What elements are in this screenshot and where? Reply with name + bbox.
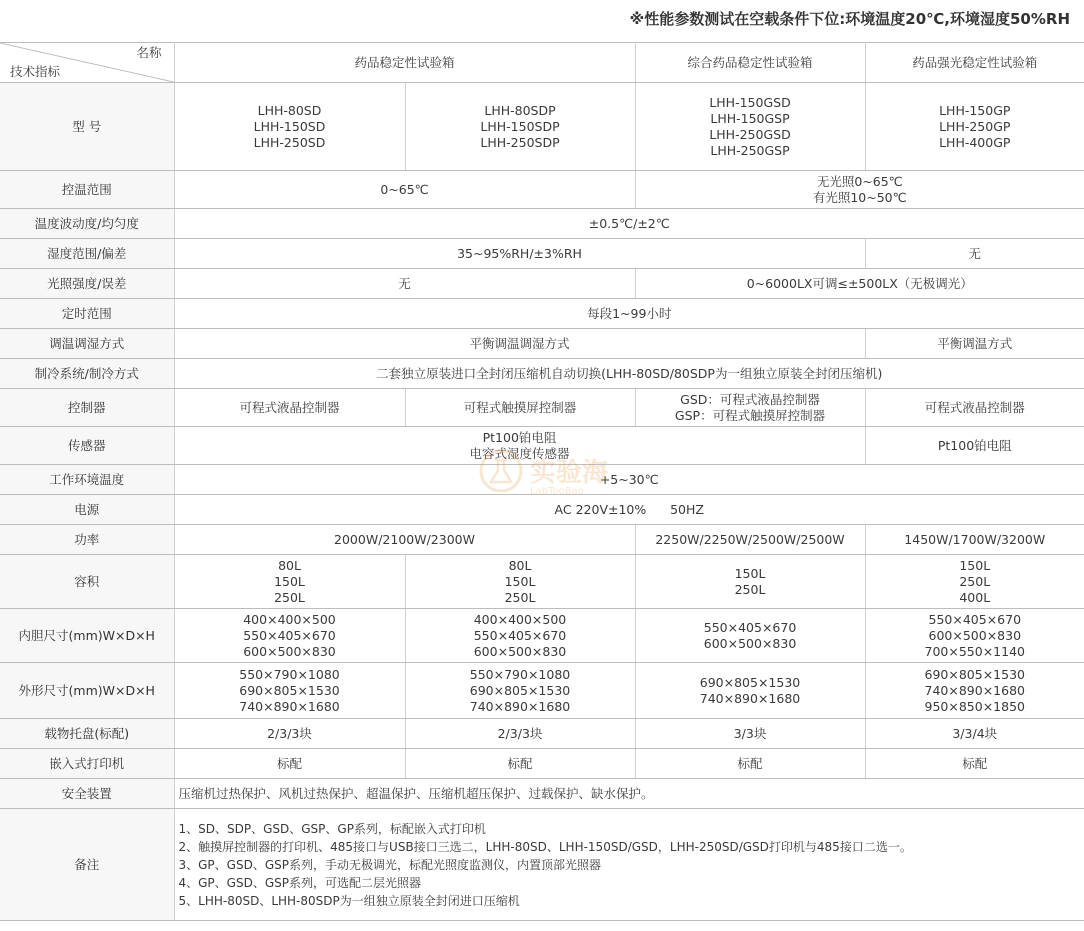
text-line: LHH-400GP (939, 134, 1011, 150)
text-line: 600×500×830 (928, 627, 1022, 643)
row-label: 嵌入式打印机 (0, 749, 174, 779)
text-line: 690×805×1530 (924, 666, 1025, 682)
row-label: 湿度范围/偏差 (0, 239, 174, 269)
row-safety (0, 779, 1084, 809)
power-cell-b: 2250W/2250W/2500W/2500W (635, 525, 865, 555)
text-line: 950×850×1850 (924, 698, 1025, 714)
corner-name-label: 名称 (136, 45, 162, 60)
power-cell-c: 1450W/1700W/3200W (865, 525, 1084, 555)
flask-icon (478, 448, 524, 494)
model-cell-4 (865, 83, 1084, 171)
text-line: LHH-250SDP (480, 134, 560, 150)
column-header-group1: 药品稳定性试验箱 (174, 43, 635, 83)
watermark-subtext: LabTooBao (530, 486, 584, 497)
text-line: 电容式湿度传感器 (469, 445, 570, 461)
text-line: LHH-150SDP (480, 118, 560, 134)
text-line: 740×890×1680 (239, 698, 340, 714)
corner-cell (0, 43, 174, 83)
printer-cell-1: 标配 (174, 749, 405, 779)
text-line: 250L (274, 589, 305, 605)
inner-cell-4 (865, 609, 1084, 663)
remark-line: 1、SD、SDP、GSD、GSP、GP系列，标配嵌入式打印机 (178, 821, 486, 836)
text-line: LHH-250SD (253, 134, 326, 150)
model-cell-3 (635, 83, 865, 171)
text-line: 80L (508, 557, 532, 573)
row-label: 传感器 (0, 427, 174, 465)
remarks-cell (174, 809, 1084, 921)
column-header-group2: 综合药品稳定性试验箱 (635, 43, 865, 83)
control-mode-cell-a: 平衡调温调湿方式 (174, 329, 865, 359)
sensor-cell-b: Pt100铂电阻 (865, 427, 1084, 465)
power-supply-cell: AC 220V±10% 50HZ (174, 495, 1084, 525)
inner-cell-2 (405, 609, 635, 663)
text-line: 550×405×670 (703, 619, 797, 635)
text-line: LHH-150SD (253, 118, 326, 134)
text-line: 600×500×830 (473, 643, 567, 659)
text-line: 740×890×1680 (924, 682, 1025, 698)
text-line: GSP：可程式触摸屏控制器 (674, 407, 826, 423)
text-line: 有光照10~50℃ (812, 189, 907, 205)
outer-cell-4 (865, 663, 1084, 719)
text-line: 400L (959, 589, 991, 605)
test-condition-note: ※性能参数测试在空载条件下位:环境温度20℃,环境湿度50%RH (629, 10, 1070, 28)
text-line: 600×500×830 (243, 643, 336, 659)
text-line: 550×790×1080 (239, 666, 340, 682)
text-line: 无光照0~65℃ (816, 173, 903, 189)
row-label: 控温范围 (0, 171, 174, 209)
row-label: 外形尺寸(mm)W×D×H (0, 663, 174, 719)
remark-line: 5、LHH-80SD、LHH-80SDP为一组独立原装全封闭进口压缩机 (178, 893, 520, 908)
row-label: 定时范围 (0, 299, 174, 329)
row-label: 电源 (0, 495, 174, 525)
inner-cell-3 (635, 609, 865, 663)
text-line: 250L (734, 581, 766, 597)
row-label: 型 号 (0, 83, 174, 171)
text-line: 150L (504, 573, 536, 589)
row-control-mode (0, 329, 1084, 359)
row-power (0, 525, 1084, 555)
row-label: 容积 (0, 555, 174, 609)
volume-cell-4 (865, 555, 1084, 609)
text-line: LHH-150GSP (710, 110, 790, 126)
temp-range-cell-b (635, 171, 1084, 209)
row-label: 内胆尺寸(mm)W×D×H (0, 609, 174, 663)
text-line: LHH-80SD (257, 102, 322, 118)
text-line: 740×890×1680 (699, 690, 801, 706)
watermark-text: 实验海 (530, 458, 609, 488)
text-line: 400×400×500 (243, 611, 336, 627)
light-cell-a: 无 (174, 269, 635, 299)
row-refrigeration (0, 359, 1084, 389)
text-line: LHH-250GP (939, 118, 1011, 134)
text-line: 550×405×670 (928, 611, 1022, 627)
humidity-cell-b: 无 (865, 239, 1084, 269)
row-label: 调温调湿方式 (0, 329, 174, 359)
row-label: 备注 (0, 809, 174, 921)
text-line: LHH-250GSD (709, 126, 791, 142)
volume-cell-3 (635, 555, 865, 609)
row-label: 光照强度/误差 (0, 269, 174, 299)
row-temp-range (0, 171, 1084, 209)
safety-cell: 压缩机过热保护、风机过热保护、超温保护、压缩机超压保护、过载保护、缺水保护。 (174, 779, 1084, 809)
row-label: 安全装置 (0, 779, 174, 809)
timer-cell: 每段1~99小时 (174, 299, 1084, 329)
text-line: LHH-80SDP (484, 102, 556, 118)
outer-cell-2 (405, 663, 635, 719)
watermark-logo (478, 448, 628, 512)
row-temp-fluct (0, 209, 1084, 239)
model-cell-1 (174, 83, 405, 171)
row-label: 制冷系统/制冷方式 (0, 359, 174, 389)
inner-cell-1 (174, 609, 405, 663)
text-line: 150L (274, 573, 305, 589)
row-label: 工作环境温度 (0, 465, 174, 495)
corner-tech-label: 技术指标 (10, 64, 61, 79)
row-inner-dims (0, 609, 1084, 663)
row-label: 功率 (0, 525, 174, 555)
text-line: 550×405×670 (473, 627, 567, 643)
outer-cell-1 (174, 663, 405, 719)
row-controller (0, 389, 1084, 427)
text-line: 550×790×1080 (469, 666, 571, 682)
text-line: 400×400×500 (473, 611, 567, 627)
temp-fluct-cell: ±0.5℃/±2℃ (174, 209, 1084, 239)
row-trays (0, 719, 1084, 749)
text-line: 150L (959, 557, 991, 573)
trays-cell-3: 3/3块 (635, 719, 865, 749)
row-volume (0, 555, 1084, 609)
printer-cell-3: 标配 (635, 749, 865, 779)
text-line: 150L (734, 565, 766, 581)
trays-cell-1: 2/3/3块 (174, 719, 405, 749)
row-light (0, 269, 1084, 299)
humidity-cell-a: 35~95%RH/±3%RH (174, 239, 865, 269)
remark-line: 4、GP、GSD、GSP系列，可选配二层光照器 (178, 875, 421, 890)
row-remarks (0, 809, 1084, 921)
temp-range-cell-a: 0~65℃ (174, 171, 635, 209)
remark-line: 3、GP、GSD、GSP系列，手动无极调光，标配光照度监测仪，内置顶部光照器 (178, 857, 601, 872)
text-line: 250L (959, 573, 991, 589)
volume-cell-2 (405, 555, 635, 609)
outer-cell-3 (635, 663, 865, 719)
text-line: Pt100铂电阻 (482, 429, 557, 445)
text-line: LHH-250GSP (710, 142, 790, 158)
text-line: 690×805×1530 (469, 682, 571, 698)
refrigeration-cell: 二套独立原装进口全封闭压缩机自动切换(LHH-80SD/80SDP为一组独立原装全封闭压缩机) (174, 359, 1084, 389)
trays-cell-2: 2/3/3块 (405, 719, 635, 749)
row-printer (0, 749, 1084, 779)
text-line: GSD：可程式液晶控制器 (680, 391, 820, 407)
control-mode-cell-b: 平衡调温方式 (865, 329, 1084, 359)
text-line: 250L (504, 589, 536, 605)
text-line: 600×500×830 (703, 635, 797, 651)
volume-cell-1 (174, 555, 405, 609)
printer-cell-4: 标配 (865, 749, 1084, 779)
row-label: 温度波动度/均匀度 (0, 209, 174, 239)
header-row (0, 43, 1084, 83)
text-line: 690×805×1530 (239, 682, 340, 698)
printer-cell-2: 标配 (405, 749, 635, 779)
remark-line: 2、触摸屏控制器的打印机、485接口与USB接口三选二，LHH-80SD、LHH-150SD/GSD，LHH-250SD/GSD打印机与485接口二选一。 (178, 839, 912, 854)
controller-cell-4: 可程式液晶控制器 (865, 389, 1084, 427)
row-label: 载物托盘(标配) (0, 719, 174, 749)
row-timer (0, 299, 1084, 329)
text-line: 700×550×1140 (924, 643, 1025, 659)
row-outer-dims (0, 663, 1084, 719)
row-label: 控制器 (0, 389, 174, 427)
ambient-cell: +5~30℃ (174, 465, 1084, 495)
row-model (0, 83, 1084, 171)
text-line: 740×890×1680 (469, 698, 571, 714)
light-cell-b: 0~6000LX可调≤±500LX（无极调光） (635, 269, 1084, 299)
controller-cell-3 (635, 389, 865, 427)
model-cell-2 (405, 83, 635, 171)
text-line: LHH-150GP (939, 102, 1011, 118)
controller-cell-1: 可程式液晶控制器 (174, 389, 405, 427)
row-humidity (0, 239, 1084, 269)
controller-cell-2: 可程式触摸屏控制器 (405, 389, 635, 427)
column-header-group3: 药品强光稳定性试验箱 (865, 43, 1084, 83)
power-cell-a: 2000W/2100W/2300W (174, 525, 635, 555)
trays-cell-4: 3/3/4块 (865, 719, 1084, 749)
text-line: 690×805×1530 (699, 674, 801, 690)
text-line: LHH-150GSD (709, 94, 791, 110)
text-line: 80L (278, 557, 301, 573)
text-line: 550×405×670 (243, 627, 336, 643)
